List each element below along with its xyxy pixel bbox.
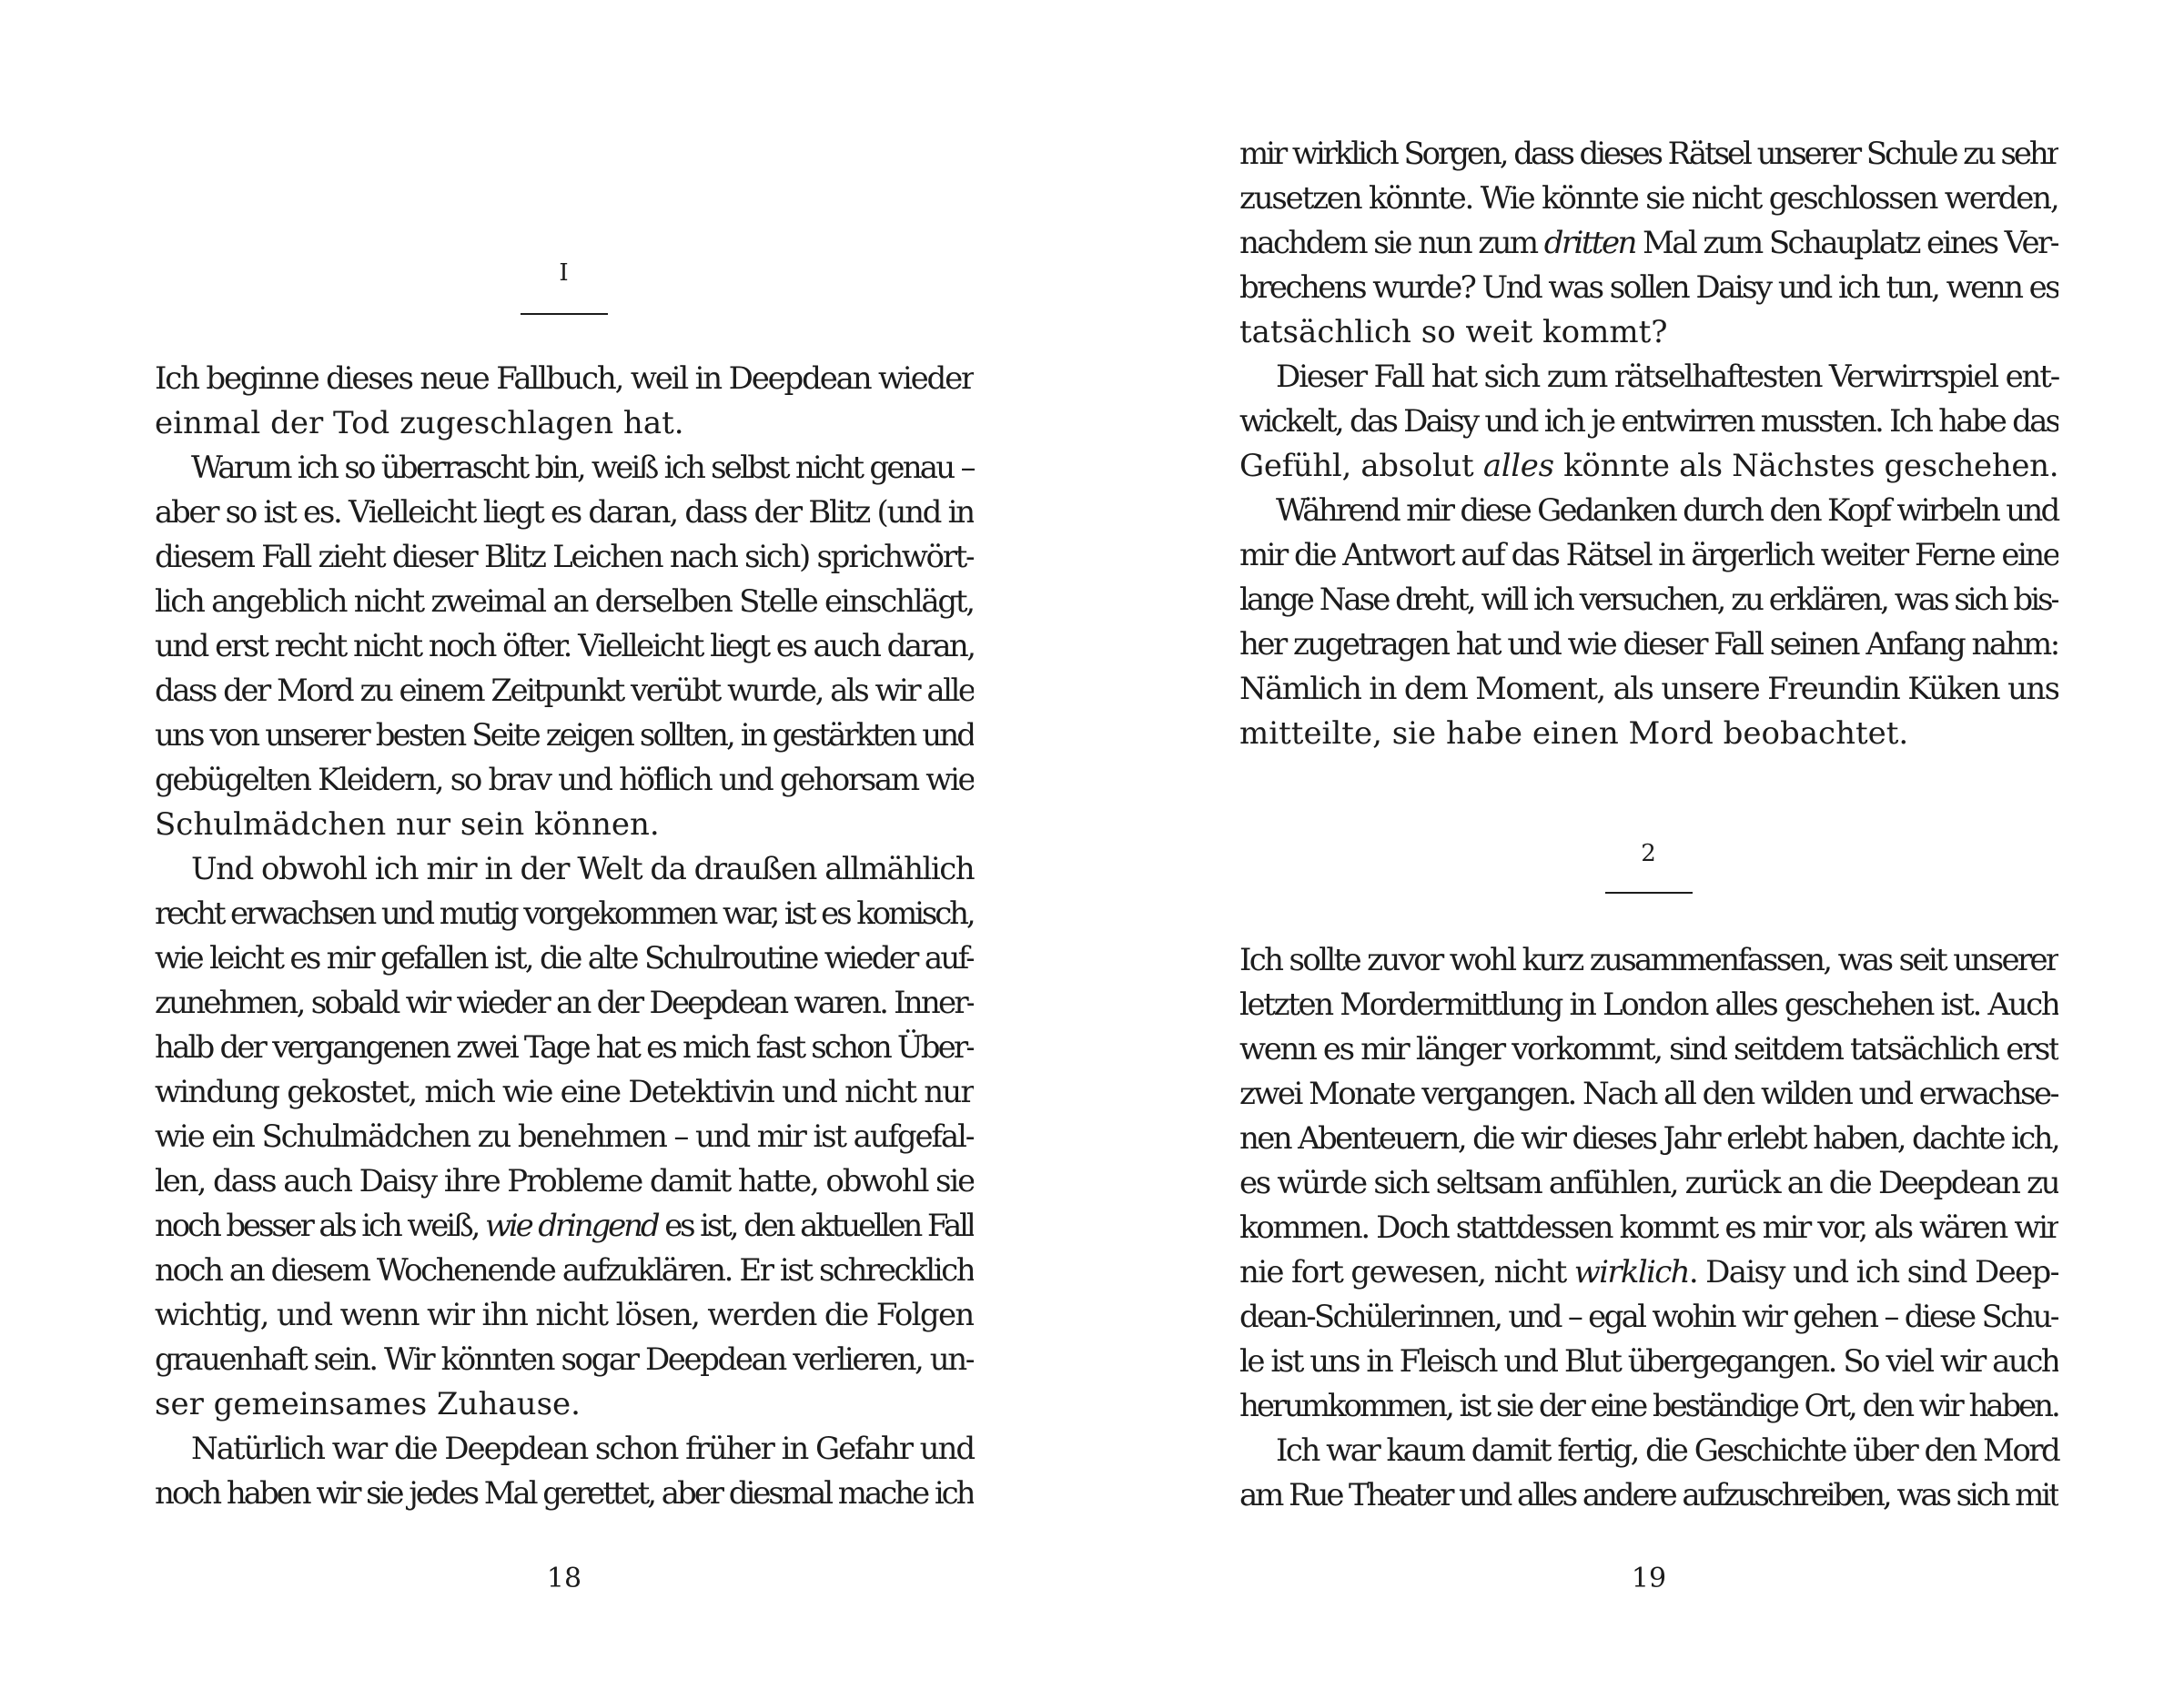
text-line	[155, 936, 974, 981]
right-page	[1239, 0, 2058, 1700]
left-page	[155, 0, 974, 1700]
text-span: zunehmen, sobald wir wieder an der Deepdean waren. Inner-	[155, 985, 974, 1021]
text-line	[1239, 1340, 2058, 1384]
text-span: mir die Antwort auf das Rätsel in ärgerlich weiter Ferne eine	[1239, 537, 2058, 573]
text-line	[1239, 1027, 2058, 1072]
text-line	[155, 357, 974, 401]
text-span: wie leicht es mir gefallen ist, die alte Schulroutine wieder auf-	[155, 940, 974, 976]
text-span: Während mir diese Gedanken durch den Kopf wirbeln und	[1276, 492, 2058, 529]
text-span: wie ein Schulmädchen zu benehmen – und mir ist aufgefal-	[155, 1118, 974, 1155]
text-line	[1239, 1384, 2058, 1429]
text-span: her zugetragen hat und wie dieser Fall seinen Anfang nahm:	[1239, 626, 2058, 663]
text-span: Ich war kaum damit fertig, die Geschichte über den Mord	[1276, 1432, 2059, 1469]
text-span: Natürlich war die Deepdean schon früher in Gefahr und	[191, 1431, 975, 1467]
text-span: Mal zum Schauplatz eines Ver-	[1634, 225, 2058, 261]
text-line	[1239, 1206, 2058, 1250]
text-span: Dieser Fall hat sich zum rätselhaftesten Verwirrspiel ent-	[1276, 359, 2059, 395]
text-line	[1239, 983, 2058, 1027]
text-line	[155, 1115, 974, 1159]
text-line	[155, 1204, 974, 1249]
text-line	[1239, 1161, 2058, 1206]
text-line	[1239, 533, 2058, 578]
text-line	[1239, 1429, 2095, 1473]
text-span: dass der Mord zu einem Zeitpunkt verübt wurde, als wir alle	[155, 673, 974, 709]
text-span: noch haben wir sie jedes Mal gerettet, aber diesmal mache ich	[155, 1475, 974, 1512]
text-span: nen Abenteuern, die wir dieses Jahr erlebt haben, dachte ich,	[1239, 1120, 2058, 1157]
text-line	[1239, 1473, 2058, 1518]
text-span: gebügelten Kleidern, so brav und höflich und gehorsam wie	[155, 762, 974, 798]
text-line	[1239, 177, 2058, 221]
text-line	[1239, 132, 2058, 177]
text-line	[155, 1427, 1010, 1472]
text-line	[155, 803, 974, 847]
text-line	[1239, 355, 2095, 400]
text-line	[1239, 938, 2058, 983]
text-span: uns von unserer besten Seite zeigen sollten, in gestärkten und	[155, 717, 974, 754]
text-line	[155, 580, 974, 624]
text-span: Nämlich in dem Moment, als unsere Freundin Küken uns	[1239, 671, 2058, 707]
text-span: . Daisy und ich sind Deep-	[1688, 1254, 2058, 1290]
text-span: und erst recht nicht noch öfter. Vielleicht liegt es auch daran,	[155, 628, 974, 664]
text-span: kommen. Doch stattdessen kommt es mir vor, als wären wir	[1239, 1209, 2058, 1246]
text-line	[155, 446, 1010, 491]
text-line	[1239, 622, 2058, 667]
text-line	[1239, 1250, 2058, 1295]
text-span: recht erwachsen und mutig vorgekommen war, ist es komisch,	[155, 896, 974, 932]
text-line	[155, 491, 974, 535]
emphasis-text: wirklich	[1573, 1254, 1689, 1290]
text-span: ser gemeinsames Zuhause.	[155, 1386, 581, 1422]
chapter-rule	[1605, 892, 1693, 894]
text-line	[155, 1472, 974, 1516]
text-line	[1239, 1117, 2058, 1161]
text-span: zusetzen könnte. Wie könnte sie nicht geschlossen werden,	[1239, 180, 2058, 217]
text-line	[155, 1026, 974, 1070]
text-span: einmal der Tod zugeschlagen hat.	[155, 405, 684, 441]
text-line	[155, 1249, 974, 1293]
text-span: lange Nase dreht, will ich versuchen, zu erklären, was sich bis-	[1239, 582, 2058, 618]
text-line	[155, 892, 974, 936]
text-span: könnte als Nächstes geschehen.	[1553, 448, 2058, 484]
text-span: len, dass auch Daisy ihre Probleme damit hatte, obwohl sie	[155, 1163, 974, 1199]
text-line	[155, 535, 974, 580]
text-span: le ist uns in Fleisch und Blut übergegangen. So viel wir auch	[1239, 1343, 2058, 1380]
text-span: mitteilte, sie habe einen Mord beobachtet.	[1239, 715, 1909, 752]
text-span: Und obwohl ich mir in der Welt da draußen allmählich	[191, 851, 975, 887]
text-span: noch an diesem Wochenende aufzuklären. Er ist schrecklich	[155, 1252, 974, 1289]
text-span: letzten Mordermittlung in London alles geschehen ist. Auch	[1239, 987, 2058, 1023]
text-span: halb der vergangenen zwei Tage hat es mich fast schon Über-	[155, 1029, 974, 1066]
text-line	[1239, 266, 2058, 310]
text-span: Gefühl, absolut	[1239, 448, 1483, 484]
text-span: nachdem sie nun zum	[1239, 225, 1544, 261]
text-span: wichtig, und wenn wir ihn nicht lösen, werden die Folgen	[155, 1297, 974, 1333]
text-line	[155, 1070, 974, 1115]
text-line	[155, 847, 1010, 892]
text-span: zwei Monate vergangen. Nach all den wilden und erwachse-	[1239, 1076, 2058, 1112]
text-span: nie fort gewesen, nicht	[1239, 1254, 1574, 1290]
text-line	[155, 758, 974, 803]
text-span: windung gekostet, mich wie eine Detektivin und nicht nur	[155, 1074, 974, 1110]
page-number: 19	[1631, 1563, 1667, 1594]
text-line	[155, 1382, 974, 1427]
text-span: wickelt, das Daisy und ich je entwirren mussten. Ich habe das	[1239, 403, 2058, 440]
text-line	[155, 1293, 974, 1338]
text-span: grauenhaft sein. Wir könnten sogar Deepdean verlieren, un-	[155, 1341, 974, 1378]
text-span: dean-Schülerinnen, und – egal wohin wir gehen – diese Schu-	[1239, 1299, 2058, 1335]
text-line	[155, 1338, 974, 1382]
text-span: Ich beginne dieses neue Fallbuch, weil in Deepdean wieder	[155, 360, 974, 397]
text-span: Ich sollte zuvor wohl kurz zusammenfassen, was seit unserer	[1239, 942, 2058, 978]
text-line	[155, 713, 974, 758]
text-span: es würde sich seltsam anfühlen, zurück an die Deepdean zu	[1239, 1165, 2058, 1201]
text-line	[1239, 1072, 2058, 1117]
text-line	[155, 1159, 974, 1204]
text-line	[1239, 712, 2058, 756]
text-span: aber so ist es. Vielleicht liegt es daran, dass der Blitz (und in	[155, 494, 974, 531]
text-line	[155, 981, 974, 1026]
text-span: herumkommen, ist sie der eine beständige Ort, den wir haben.	[1239, 1388, 2058, 1424]
text-line	[1239, 444, 2058, 489]
emphasis-text: alles	[1482, 448, 1554, 484]
text-span: mir wirklich Sorgen, dass dieses Rätsel unserer Schule zu sehr	[1239, 136, 2058, 172]
text-line	[1239, 489, 2095, 533]
emphasis-text: wie dringend	[484, 1208, 658, 1244]
text-span: brechens wurde? Und was sollen Daisy und ich tun, wenn es	[1239, 269, 2058, 306]
text-span: es ist, den aktuellen Fall	[657, 1208, 974, 1244]
emphasis-text: dritten	[1543, 225, 1635, 261]
text-span: noch besser als ich weiß,	[155, 1208, 485, 1244]
text-line	[1239, 400, 2058, 444]
text-line	[1239, 578, 2058, 622]
text-span: wenn es mir länger vorkommt, sind seitdem tatsächlich erst	[1239, 1031, 2058, 1068]
text-line	[1239, 310, 2058, 355]
chapter-number: 2	[1641, 840, 1657, 867]
text-line	[1239, 221, 2058, 266]
text-span: diesem Fall zieht dieser Blitz Leichen nach sich) sprichwört-	[155, 539, 974, 575]
chapter-number: I	[559, 259, 570, 287]
text-span: am Rue Theater und alles andere aufzuschreiben, was sich mit	[1239, 1477, 2058, 1513]
page-number: 18	[546, 1563, 582, 1594]
text-span: lich angeblich nicht zweimal an derselben Stelle einschlägt,	[155, 583, 974, 620]
text-line	[155, 624, 974, 669]
text-line	[155, 669, 974, 713]
text-line	[155, 401, 974, 446]
text-span: tatsächlich so weit kommt?	[1239, 314, 1668, 350]
text-span: Warum ich so überrascht bin, weiß ich selbst nicht genau –	[191, 450, 974, 486]
chapter-rule	[521, 313, 608, 315]
text-span: Schulmädchen nur sein können.	[155, 806, 660, 843]
text-line	[1239, 667, 2058, 712]
text-line	[1239, 1295, 2058, 1340]
